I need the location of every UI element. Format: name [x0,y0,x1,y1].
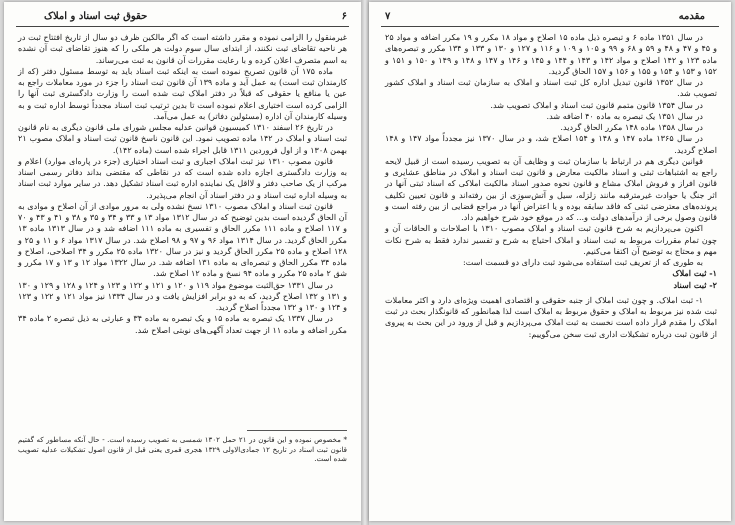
paragraph: در سال ۱۳۵۸ ماده ۱۴۸ مکرر الحاق گردید. [560,122,703,132]
right-page-body [385,32,717,340]
paragraph: در سال ۱۳۵۴ قانون متمم قانون ثبت اسناد و املاک تصویب شد. [490,99,703,110]
section-heading: ۱- ثبت املاک [672,268,717,279]
left-header-rule [16,26,349,27]
paragraph: غیرمنقول را الزامی نموده و مقرر داشته است که اگر مالکین ظرف دو سال از تاریخ افتتاح ثبت در هر ناحیه تقاضای ثبت نکنند، از ابتدای سال سوم دولت هر ملکی را که هنوز تقاضای ثبت آن نشده به اسم متصرف اعلان کرده و با رعایت مقررات آن قانون به ثبت می‌رساند. [18,32,347,65]
left-page-body [18,32,347,336]
paragraph: اکنون می‌پردازیم به شرح قانون ثبت اسناد و املاک مصوب ۱۳۱۰ با اصلاحات و الحاقات آن و چون تمام مقررات مربوط به ثبت اسناد و املاک احتیاج به شرح و تفسیر ندارد فقط به شرح نکات مهم و محتاج به توضیح آن اکتفا می‌کنیم. [385,223,717,256]
paragraph: در سال ۱۳۳۱ حق‌الثبت موضوع مواد ۱۱۹ و ۱۲۰ و ۱۲۱ و ۱۲۲ و ۱۲۳ و ۱۲۴ و ۱۲۸ و ۱۲۹ و ۱۳۰ و ۱۳۱ و ۱۳۲ اصلاح گردید، که به دو برابر افزایش یافت و در سال ۱۳۳۴ نیز مواد ۱۲۱ و ۱۲۲ و ۱۲۳ و ۱۲۴ و ۱۳۰ و ۱۳۲ مجدداً اصلاح گردید. [18,279,348,312]
paragraph: در سال ۱۳۶۵ ماده ۱۴۷ و ۱۴۸ و ۱۵۴ اصلاح شد، و در سال ۱۳۷۰ نیز مجدداً مواد ۱۴۷ و ۱۴۸ اصلاح گردید. [385,133,717,155]
paragraph: در سال ۱۳۵۲ قانون تبدیل اداره کل ثبت اسناد و املاک به سازمان ثبت اسناد و املاک کشور تصویب شد. [385,77,717,99]
paragraph: به طوری که از تعریف ثبت استفاده می‌شود ثبت دارای دو قسمت است: [462,257,703,267]
left-running-head: حقوق ثبت اسناد و املاک [44,11,148,22]
left-page [4,2,361,521]
paragraph: در سال ۱۳۵۱ یک تبصره به ماده ۴۰ اضافه شد. [546,110,703,121]
paragraph: در تاریخ ۲۶ اسفند ۱۳۱۰ کمیسیون قوانین عدلیه مجلس شورای ملی قانون دیگری به نام قانون ثبت اسناد و املاک در ۱۴۲ ماده تصویب نمود. این قانون ناسخ قانون ثبت اسناد و املاک مصوب ۲۱ بهمن ۱۳۰۸ و از اول فروردین ۱۳۱۱ قابل اجراء شده است (ماده ۱۴۲). [18,122,347,155]
paragraph: قانون مصوب ۱۳۱۰ نیز ثبت املاک اجباری و ثبت اسناد اختیاری (جزء در پاره‌ای موارد) اعلام و به وزارت دادگستری اجازه داده شده است که در نقاطی که مقتضی بداند دفاتر رسمی اسناد مرکب از یک صاحب دفتر و لااقل یک نماینده اداره ثبت اسناد تشکیل دهد. در سایر موارد ثبت اسناد به وسیله اداره ثبت اسناد و در دفتر اسناد آن انجام می‌پذیرد. [18,155,347,200]
paragraph: در سال ۱۳۳۷ یک تبصره به ماده ۱۵ و یک تبصره به ماده ۳۴ و عبارتی به ذیل تبصره ۲ ماده ۳۴ مکرر اضافه و ماده ۱۱ از جهت تعداد آگهی‌های نوبتی اصلاح شد. [18,313,347,335]
section-heading: ۲- ثبت اسناد [673,279,717,290]
paragraph: در سال ۱۳۵۱ ماده ۶ و تبصره ذیل ماده ۱۵ اصلاح و مواد ۱۸ مکرر و ۱۹ مکرر اضافه و مواد ۲۵ و ۴۵ و ۴۷ و ۴۸ و ۵۹ و ۶۸ و ۹۹ و ۱۰۵ و ۱۰۹ و ۱۱۶ و ۱۲۷ و ۱۳۰ و ۱۳۳ و ۱۳۴ مکرر و تبصره‌های ماده ۱۲۳ و ۱۴۲ اصلاح و مواد ۱۴۲ و ۱۴۳ و ۱۴۴ و ۱۴۵ و ۱۴۶ و ۱۴۷ و ۱۴۸ و ۱۴۹ و ۱۵۰ و ۱۵۱ و ۱۵۲ و ۱۵۳ و ۱۵۴ و ۱۵۵ و ۱۵۶ و ۱۵۷ الحاق گردید. [385,32,718,76]
footnote: * مخصوص نموده و این قانون در ۲۱ حمل ۱۳۰۲ شمسی به تصویب رسیده است. - حال آنکه مساطور که گفتیم قانون ثبت اسناد در تاریخ ۱۲ جمادی‌الاولی ۱۳۲۹ هجری قمری یعنی قبل از قانون اصول تشکیلات عدلیه تصویب شده است. [18,435,347,463]
right-running-head: مقدمه [678,11,705,22]
footnote-rule [247,430,347,431]
paragraph: ماده ۱۷۵ آن قانون تصریح نموده است به اینکه ثبت اسناد باید به توسط مسئول دفتر (که از کارمندان ثبت است) به عمل آید و ماده ۱۳۹ آن قانون ثبت اسناد را جزء در مورد معاملات راجع به عین یا منافع یا حقوقی که قبلاً در دفتر املاک ثبت شده است را وزارت دادگستری ثبت آنها را الزامی کرده است اختیاری اعلام نموده است تا بدین ترتیب ثبت اسناد مجدداً توسط اداره ثبت و به وسیله کارمندان آن اداره (مسئولین دفاتر) به عمل می‌آمد. [18,65,348,121]
left-page-number: ۶ [341,11,347,22]
right-page-number: ۷ [385,11,391,22]
paragraph: قانون ثبت اسناد و املاک مصوب ۱۳۱۰ نسخ نشده ولی به مرور موادی از آن اصلاح و موادی به آن الحاق گردیده است بدین توضیح که در سال ۱۳۱۲ مواد ۱۳ و ۳۳ و ۳۴ و ۳۵ و ۳۸ و ۴۱ و ۴۳ و ۷۰ و ۱۱۷ اصلاح و ماده ۱۱۱ مکرر الحاق و تفسیری به ماده ۱۱۱ اضافه شد و در سال ۱۳۱۳ ماده ۱۳ مکرر الحاق گردید. در سال ۱۳۱۴ مواد ۹۶ و ۹۷ و ۹۸ اصلاح شد. در سال ۱۳۱۷ مواد ۶ و ۱۱ و ۲۵ و ۱۲۸ اصلاح و ماده ۲۵ مکرر الحاق گردید و نیز در سال ۱۳۲۰ ماده ۲۵ مکرر و ۳۴ اصلاحی، اصلاح و ماده ۳۴ مکرر الحاق و تبصره‌ای به ماده ۱۳۱ اضافه شد. در سال ۱۳۲۲ مواد ۱۲ و ۱۳ و ۱۷ مکرر و شق ۲ ماده ۲۵ مکرر و ماده ۹۴ نسخ و ماده ۱۲ اصلاح شد. [18,200,348,279]
right-header-rule [381,26,719,27]
book-gutter [361,0,369,525]
paragraph: ۱- ثبت املاک. و چون ثبت املاک از جنبه حقوقی و اقتصادی اهمیت ویژه‌ای دارد و اکثر معاملات ثبت شده نیز مربوط به املاک و حقوق مربوط به املاک است لذا همانطور که قانونگذار بحث در ثبت املاک را مقدم قرار داده است نخست به ثبت املاک می‌پردازیم و قبل از ورود در این بحث به پیروی از قانون ثبت درباره تشکیلات اداری ثبت سخن می‌گوییم: [385,294,717,339]
right-page [369,2,731,521]
paragraph: قوانین دیگری هم در ارتباط با سازمان ثبت و وظایف آن به تصویب رسیده است از قبیل لایحه راجع به اشتباهات ثبتی و اسناد مالکیت معارض و قانون ثبت اسناد و املاک در مناطق عشایری و قانون افراز و فروش املاک مشاع و قانون نحوه صدور اسناد مالکیت املاکی که اسناد ثبتی آنها در اثر جنگ یا حوادث غیرمترقبه مانند زلزله، سیل و آتش‌سوزی از بین رفته‌اند و قانون تعیین تکلیف پرونده‌های معترضی ثبتی که فاقد سابقه بوده و یا اعتراض آنها در مراجع قضایی از بین رفته است و قانون وصول برخی از درآمدهای دولت و... که در موقع خود شرح خواهیم داد. [385,155,717,222]
